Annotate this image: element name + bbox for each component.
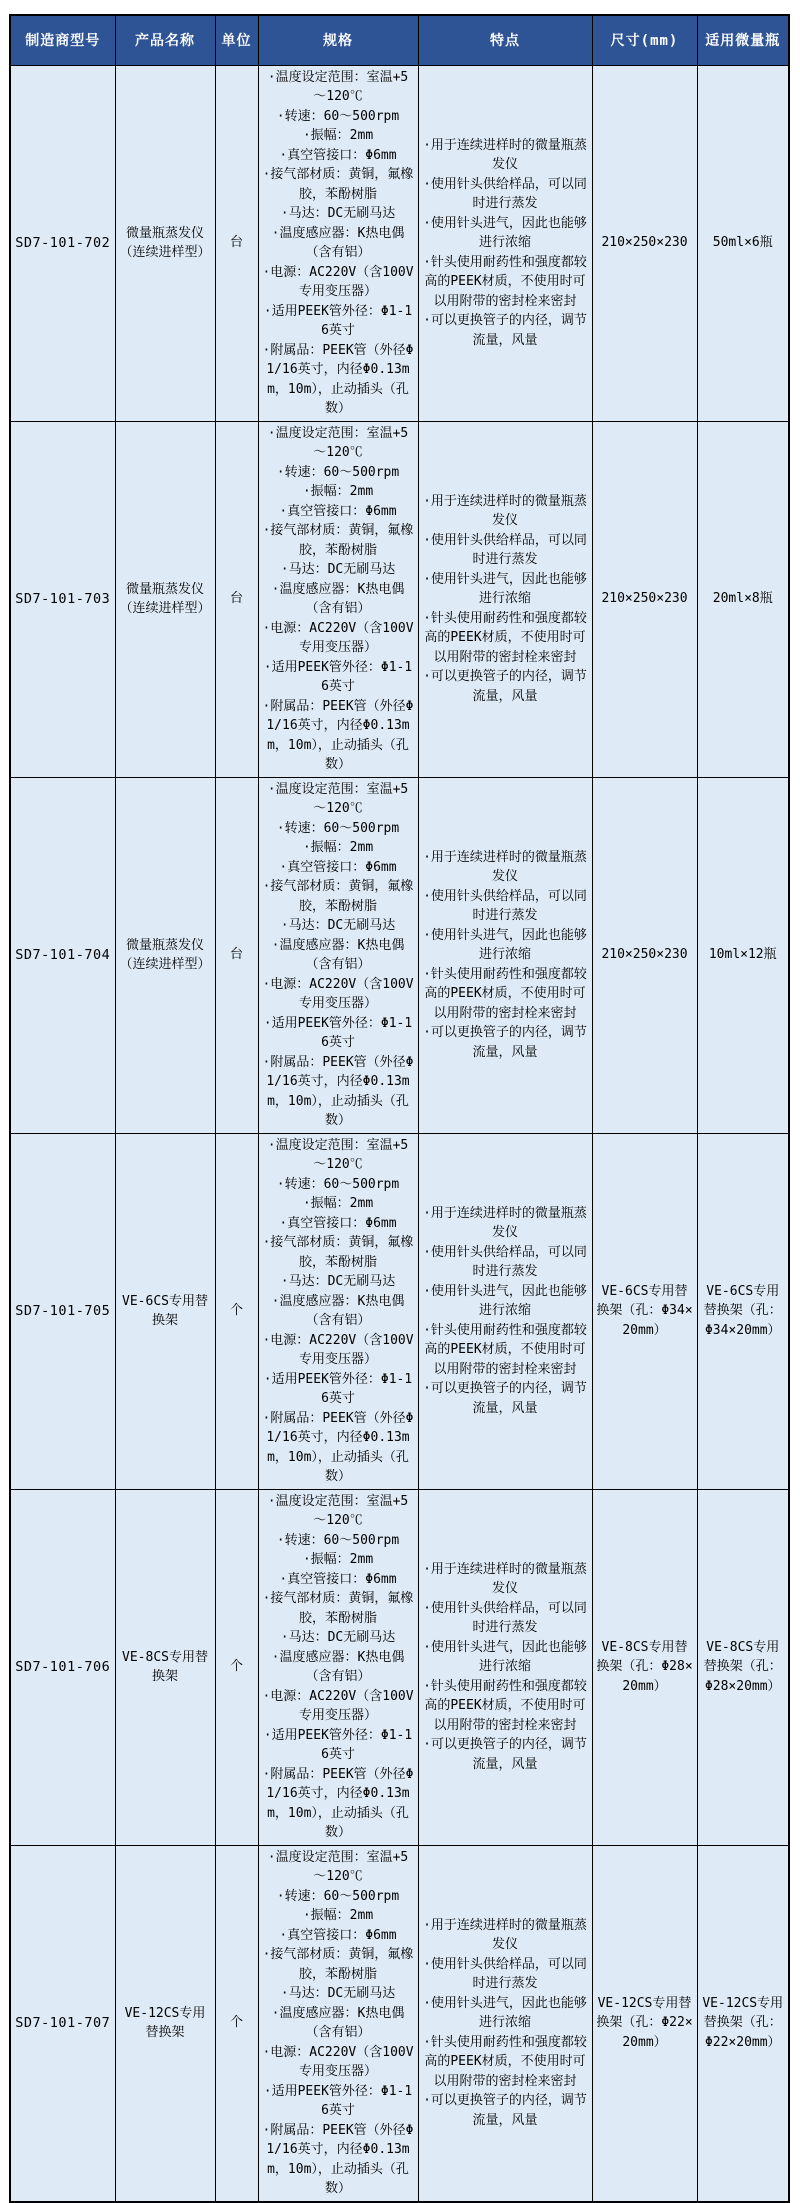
bullet-item: ·附属品：PEEK管（外径Φ1/16英寸，内径Φ0.13mm，10m），止动插头（孔数） [262, 1766, 414, 1840]
model-cell: SD7-101-705 [10, 1133, 115, 1489]
bullet-item: ·适用PEEK管外径：Φ1-16英寸 [263, 2083, 413, 2118]
bullet-item: ·接气部材质：黄铜，氟橡胶，苯酚树脂 [262, 1591, 414, 1626]
bullet-item: ·马达：DC无刷马达 [280, 1274, 396, 1289]
bottle-cell: VE-12CS专用替换架（孔：Φ22×20mm） [697, 1845, 789, 2202]
header-cell-unit: 单位 [215, 15, 258, 65]
bullet-item: ·使用针头进气，因此也能够进行浓缩 [423, 571, 587, 607]
bullet-item: ·振幅：2mm [302, 1908, 374, 1923]
bullet-item: ·用于连续进样时的微量瓶蒸发仪 [423, 1205, 587, 1241]
bullet-item: ·温度感应器：K热电偶（含有铝） [271, 1649, 405, 1684]
table-row [10, 421, 789, 777]
bullet-item: ·可以更换管子的内径，调节流量，风量 [423, 2093, 587, 2128]
bullet-item: ·温度感应器：K热电偶（含有铝） [271, 937, 405, 972]
header-cell-dimensions: 尺寸(mm) [592, 15, 697, 65]
features-cell [418, 1845, 592, 2202]
bullet-item: ·可以更换管子的内径，调节流量，风量 [423, 1025, 587, 1060]
spec-cell [258, 1133, 418, 1489]
bullet-item: ·温度设定范围：室温+5～120℃ [267, 1849, 409, 1884]
model-cell: SD7-101-702 [10, 65, 115, 421]
bullet-item: ·转速：60～500rpm [276, 1888, 400, 1904]
bullet-item: ·振幅：2mm [302, 128, 374, 143]
bullet-item: ·转速：60～500rpm [276, 108, 400, 124]
table-row [10, 1489, 789, 1845]
bullet-item: ·附属品：PEEK管（外径Φ1/16英寸，内径Φ0.13mm，10m），止动插头（孔数） [262, 1054, 414, 1128]
bullet-item: ·接气部材质：黄铜，氟橡胶，苯酚树脂 [262, 167, 414, 202]
bullet-item: ·温度感应器：K热电偶（含有铝） [271, 2005, 405, 2040]
dimensions-cell: 210×250×230 [592, 421, 697, 777]
model-cell: SD7-101-703 [10, 421, 115, 777]
bullet-item: ·转速：60～500rpm [276, 1532, 400, 1548]
bottle-cell: VE-8CS专用替换架（孔：Φ28×20mm） [697, 1489, 789, 1845]
dimensions-cell: 210×250×230 [592, 777, 697, 1133]
bullet-item: ·温度设定范围：室温+5～120℃ [267, 425, 409, 460]
bullet-item: ·可以更换管子的内径，调节流量，风量 [423, 1737, 587, 1772]
bullet-item: ·真空管接口：Φ6mm [279, 1215, 397, 1231]
bullet-item: ·附属品：PEEK管（外径Φ1/16英寸，内径Φ0.13mm，10m），止动插头（孔数） [262, 2122, 414, 2196]
bullet-item: ·用于连续进样时的微量瓶蒸发仪 [423, 493, 587, 529]
table-row [10, 777, 789, 1133]
bullet-item: ·真空管接口：Φ6mm [279, 147, 397, 163]
bullet-item: ·马达：DC无刷马达 [280, 1986, 396, 2001]
bullet-item: ·电源：AC220V（含100V专用变压器） [262, 620, 414, 655]
bullet-item: ·振幅：2mm [302, 1552, 374, 1567]
bullet-item: ·真空管接口：Φ6mm [279, 859, 397, 875]
bullet-item: ·接气部材质：黄铜，氟橡胶，苯酚树脂 [262, 879, 414, 914]
bullet-item: ·温度设定范围：室温+5～120℃ [267, 781, 409, 816]
model-cell: SD7-101-706 [10, 1489, 115, 1845]
bullet-item: ·接气部材质：黄铜，氟橡胶，苯酚树脂 [262, 523, 414, 558]
header-row [10, 15, 789, 65]
bullet-item: ·用于连续进样时的微量瓶蒸发仪 [423, 137, 587, 173]
bullet-item: ·适用PEEK管外径：Φ1-16英寸 [263, 1015, 413, 1050]
bullet-item: ·用于连续进样时的微量瓶蒸发仪 [423, 849, 587, 885]
bullet-item: ·温度感应器：K热电偶（含有铝） [271, 1293, 405, 1328]
product-name-cell: VE-6CS专用替换架 [115, 1133, 215, 1489]
model-cell: SD7-101-704 [10, 777, 115, 1133]
model-cell: SD7-101-707 [10, 1845, 115, 2202]
bullet-item: ·使用针头进气，因此也能够进行浓缩 [423, 1995, 587, 2031]
bullet-item: ·温度设定范围：室温+5～120℃ [267, 1137, 409, 1172]
bullet-item: ·真空管接口：Φ6mm [279, 1571, 397, 1587]
bullet-item: ·附属品：PEEK管（外径Φ1/16英寸，内径Φ0.13mm，10m），止动插头（孔数） [262, 342, 414, 416]
bullet-item: ·适用PEEK管外径：Φ1-16英寸 [263, 303, 413, 338]
bullet-item: ·振幅：2mm [302, 484, 374, 499]
unit-cell: 台 [215, 65, 258, 421]
bullet-item: ·接气部材质：黄铜，氟橡胶，苯酚树脂 [262, 1235, 414, 1270]
bullet-item: ·可以更换管子的内径，调节流量，风量 [423, 1381, 587, 1416]
bullet-item: ·使用针头进气，因此也能够进行浓缩 [423, 1283, 587, 1319]
unit-cell: 个 [215, 1489, 258, 1845]
features-cell [418, 65, 592, 421]
spec-cell [258, 421, 418, 777]
unit-cell: 台 [215, 777, 258, 1133]
bullet-item: ·转速：60～500rpm [276, 1176, 400, 1192]
unit-cell: 个 [215, 1133, 258, 1489]
bullet-item: ·真空管接口：Φ6mm [279, 503, 397, 519]
bullet-item: ·振幅：2mm [302, 840, 374, 855]
spec-cell [258, 1845, 418, 2202]
header-cell-features: 特点 [418, 15, 592, 65]
bullet-item: ·针头使用耐药性和强度都较高的PEEK材质，不使用时可以用附带的密封栓来密封 [423, 1322, 587, 1377]
bullet-item: ·接气部材质：黄铜，氟橡胶，苯酚树脂 [262, 1947, 414, 1982]
product-name-cell: 微量瓶蒸发仪（连续进样型） [115, 777, 215, 1133]
bullet-item: ·针头使用耐药性和强度都较高的PEEK材质，不使用时可以用附带的密封栓来密封 [423, 966, 587, 1021]
table-row [10, 65, 789, 421]
features-cell [418, 1133, 592, 1489]
product-name-cell: VE-12CS专用替换架 [115, 1845, 215, 2202]
bullet-item: ·可以更换管子的内径，调节流量，风量 [423, 313, 587, 348]
bullet-item: ·针头使用耐药性和强度都较高的PEEK材质，不使用时可以用附带的密封栓来密封 [423, 1678, 587, 1733]
bullet-item: ·使用针头供给样品，可以同时进行蒸发 [423, 1600, 587, 1636]
bullet-item: ·使用针头进气，因此也能够进行浓缩 [423, 215, 587, 251]
features-cell [418, 1489, 592, 1845]
bullet-item: ·附属品：PEEK管（外径Φ1/16英寸，内径Φ0.13mm，10m），止动插头（孔数） [262, 698, 414, 772]
bullet-item: ·适用PEEK管外径：Φ1-16英寸 [263, 1371, 413, 1406]
bullet-item: ·真空管接口：Φ6mm [279, 1927, 397, 1943]
unit-cell: 台 [215, 421, 258, 777]
header-cell-product-name: 产品名称 [115, 15, 215, 65]
bullet-item: ·可以更换管子的内径，调节流量，风量 [423, 669, 587, 704]
bullet-item: ·使用针头供给样品，可以同时进行蒸发 [423, 1244, 587, 1280]
bullet-item: ·使用针头进气，因此也能够进行浓缩 [423, 1639, 587, 1675]
bullet-item: ·转速：60～500rpm [276, 464, 400, 480]
bullet-item: ·转速：60～500rpm [276, 820, 400, 836]
bullet-item: ·电源：AC220V（含100V专用变压器） [262, 1332, 414, 1367]
bullet-item: ·使用针头供给样品，可以同时进行蒸发 [423, 532, 587, 568]
bottle-cell: VE-6CS专用替换架（孔：Φ34×20mm） [697, 1133, 789, 1489]
table-row [10, 1845, 789, 2202]
bullet-item: ·电源：AC220V（含100V专用变压器） [262, 1688, 414, 1723]
bullet-item: ·电源：AC220V（含100V专用变压器） [262, 976, 414, 1011]
bullet-item: ·马达：DC无刷马达 [280, 918, 396, 933]
bullet-item: ·马达：DC无刷马达 [280, 562, 396, 577]
bullet-item: ·使用针头供给样品，可以同时进行蒸发 [423, 888, 587, 924]
product-name-cell: 微量瓶蒸发仪（连续进样型） [115, 65, 215, 421]
bullet-item: ·适用PEEK管外径：Φ1-16英寸 [263, 659, 413, 694]
header-cell-spec: 规格 [258, 15, 418, 65]
bottle-cell: 20ml×8瓶 [697, 421, 789, 777]
spec-cell [258, 1489, 418, 1845]
bullet-item: ·针头使用耐药性和强度都较高的PEEK材质，不使用时可以用附带的密封栓来密封 [423, 610, 587, 665]
header-cell-bottle: 适用微量瓶 [697, 15, 789, 65]
product-spec-table [9, 14, 790, 2203]
bullet-item: ·适用PEEK管外径：Φ1-16英寸 [263, 1727, 413, 1762]
bullet-item: ·温度感应器：K热电偶（含有铝） [271, 225, 405, 260]
dimensions-cell: VE-12CS专用替换架（孔：Φ22×20mm） [592, 1845, 697, 2202]
bullet-item: ·用于连续进样时的微量瓶蒸发仪 [423, 1561, 587, 1597]
spec-cell [258, 777, 418, 1133]
bullet-item: ·使用针头供给样品，可以同时进行蒸发 [423, 1956, 587, 1992]
bullet-item: ·马达：DC无刷马达 [280, 206, 396, 221]
features-cell [418, 777, 592, 1133]
bullet-item: ·马达：DC无刷马达 [280, 1630, 396, 1645]
unit-cell: 个 [215, 1845, 258, 2202]
product-name-cell: VE-8CS专用替换架 [115, 1489, 215, 1845]
bullet-item: ·温度感应器：K热电偶（含有铝） [271, 581, 405, 616]
bullet-item: ·针头使用耐药性和强度都较高的PEEK材质，不使用时可以用附带的密封栓来密封 [423, 254, 587, 309]
header-cell-model: 制造商型号 [10, 15, 115, 65]
bottle-cell: 10ml×12瓶 [697, 777, 789, 1133]
features-cell [418, 421, 592, 777]
product-name-cell: 微量瓶蒸发仪（连续进样型） [115, 421, 215, 777]
bullet-item: ·振幅：2mm [302, 1196, 374, 1211]
dimensions-cell: VE-6CS专用替换架（孔：Φ34×20mm） [592, 1133, 697, 1489]
bullet-item: ·附属品：PEEK管（外径Φ1/16英寸，内径Φ0.13mm，10m），止动插头（孔数） [262, 1410, 414, 1484]
dimensions-cell: 210×250×230 [592, 65, 697, 421]
spec-cell [258, 65, 418, 421]
bullet-item: ·电源：AC220V（含100V专用变压器） [262, 2044, 414, 2079]
bullet-item: ·温度设定范围：室温+5～120℃ [267, 69, 409, 104]
dimensions-cell: VE-8CS专用替换架（孔：Φ28×20mm） [592, 1489, 697, 1845]
bullet-item: ·用于连续进样时的微量瓶蒸发仪 [423, 1917, 587, 1953]
bottle-cell: 50ml×6瓶 [697, 65, 789, 421]
bullet-item: ·使用针头进气，因此也能够进行浓缩 [423, 927, 587, 963]
bullet-item: ·温度设定范围：室温+5～120℃ [267, 1493, 409, 1528]
bullet-item: ·针头使用耐药性和强度都较高的PEEK材质，不使用时可以用附带的密封栓来密封 [423, 2034, 587, 2089]
table-row [10, 1133, 789, 1489]
bullet-item: ·使用针头供给样品，可以同时进行蒸发 [423, 176, 587, 212]
bullet-item: ·电源：AC220V（含100V专用变压器） [262, 264, 414, 299]
